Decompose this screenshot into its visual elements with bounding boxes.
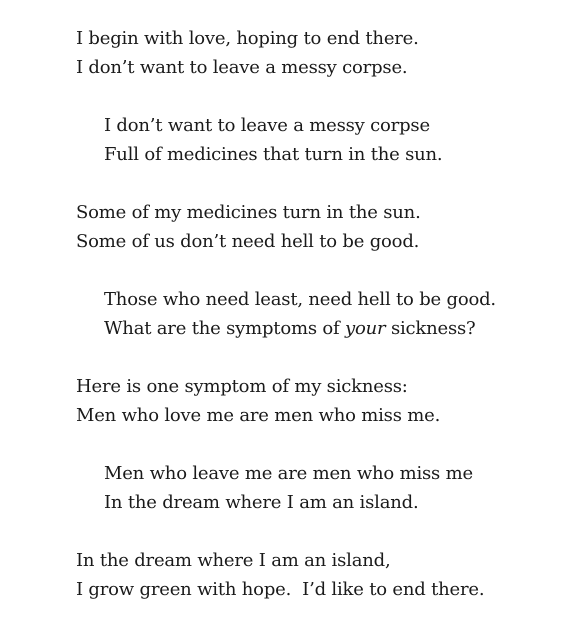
poem: [76, 24, 556, 633]
poem-line: I begin with love, hoping to end there.: [76, 28, 419, 49]
stanza-2: [76, 111, 556, 169]
poem-line: I don’t want to leave a messy corpse: [104, 115, 430, 136]
poem-line: Men who leave me are men who miss me: [104, 463, 473, 484]
poem-line: Full of medicines that turn in the sun.: [104, 144, 443, 165]
poem-line: I don’t want to leave a messy corpse.: [76, 57, 408, 78]
stanza-4: [76, 285, 556, 343]
poem-line: Men who love me are men who miss me.: [76, 405, 441, 426]
stanza-5: [76, 372, 556, 430]
poem-line: In the dream where I am an island.: [104, 492, 419, 513]
poem-line: Here is one symptom of my sickness:: [76, 376, 408, 397]
poem-line: Some of my medicines turn in the sun.: [76, 202, 421, 223]
emphasized-word: your: [345, 318, 386, 339]
line-text-before: What are the symptoms of: [104, 318, 346, 339]
stanza-7: [76, 546, 556, 604]
poem-line: Some of us don’t need hell to be good.: [76, 231, 420, 252]
stanza-1: [76, 24, 556, 82]
stanza-6: [76, 459, 556, 517]
poem-line-emphasis: [104, 314, 556, 343]
poem-line: Those who need least, need hell to be good.: [104, 289, 496, 310]
poem-line: I grow green with hope. I’d like to end there.: [76, 579, 485, 600]
poem-line: In the dream where I am an island,: [76, 550, 391, 571]
line-text-after: sickness?: [385, 318, 476, 339]
stanza-3: [76, 198, 556, 256]
